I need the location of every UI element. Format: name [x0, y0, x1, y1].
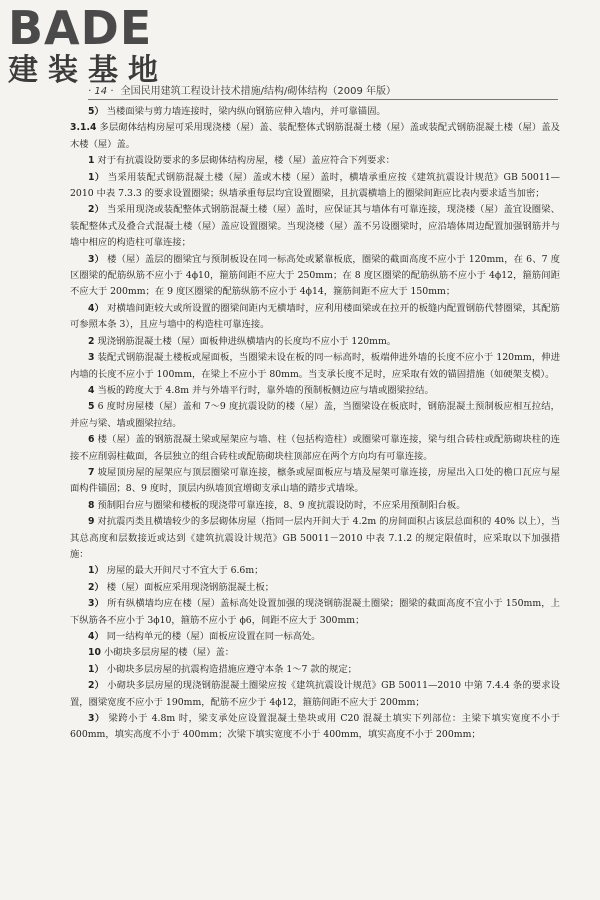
paragraph-number: 5）: [88, 106, 104, 117]
paragraph-number: 4: [88, 384, 95, 396]
paragraph: [70, 662, 560, 678]
paragraph-number: 4）: [88, 302, 105, 314]
paragraph-number: 3）: [88, 713, 105, 725]
paragraph-text: 所有纵横墙均应在楼（屋）盖标高处设置加强的现浇钢筋混凝土圈梁；圈梁的截面高度不宜小于 150mm，上下纵筋各不应小于 3ϕ10，箍筋不应小于 ϕ6，间距不应大于 300mm；: [70, 598, 560, 626]
paragraph-text: 同一结构单元的楼（屋）面板应设置在同一标高处。: [106, 631, 321, 642]
paragraph: [70, 514, 560, 563]
paragraph: [70, 334, 560, 350]
paragraph-number: 4）: [88, 631, 104, 642]
paragraph: [70, 678, 560, 711]
paragraph: [70, 465, 560, 498]
paragraph-number: 9: [88, 516, 95, 528]
paragraph-text: 当采用现浇或装配整体式钢筋混凝土楼（屋）盖时，应保证其与墙体有可靠连接，现浇楼（屋）盖宜设圈梁、装配整体式及叠合式混凝土楼（屋）盖应设置圈梁。当现浇楼（屋）盖不另设圈梁时，应沿墙体周边配置加强钢筋并与墙中相应的构造柱可靠连接；: [70, 204, 560, 249]
paragraph: [70, 350, 560, 383]
paragraph-text: 6 度时房屋楼（屋）盖和 7～9 度抗震设防的楼（屋）盖，当圈梁设在板底时，钢筋混凝土预制板应相互拉结，并应与梁、墙或圈梁拉结。: [70, 401, 560, 429]
paragraph-text: 装配式钢筋混凝土楼板或屋面板，当圈梁未设在板的同一标高时，板端伸进外墙的长度不应小于 120mm，伸进内墙的长度不应小于 100mm，在梁上不应小于 80mm。当支承长度不足时，应采取有效的锚固措施（如硬架支模）。: [70, 352, 560, 380]
paragraph-number: 1: [88, 155, 95, 167]
paragraph-number: 3）: [88, 253, 105, 265]
paragraph-text: 小砌块多层房屋的现浇钢筋混凝土圈梁应按《建筑抗震设计规范》GB 50011—2010 中第 7.4.4 条的要求设置，圈梁宽度不应小于 190mm，配筋不应少于 4ϕ12，箍筋间距不应大于 200mm；: [70, 680, 560, 708]
paragraph-text: 梁跨小于 4.8m 时，梁支承处应设置混凝土垫块或用 C20 混凝土填实下列部位：主梁下填实宽度不小于 600mm，填实高度不小于 400mm；次梁下填实宽度不小于 400mm，填实高度不小于 200mm；: [70, 713, 560, 741]
paragraph-text: 对横墙间距较大或所设置的圈梁间距内无横墙时，应利用楼面梁或在拉开的板缝内配置钢筋代替圈梁，其配筋可参照本条 3），且应与墙中的构造柱可靠连接。: [70, 302, 560, 331]
paragraph: [70, 399, 560, 432]
paragraph-number: 1）: [88, 663, 104, 675]
body-text: [70, 104, 560, 744]
paragraph-number: 2）: [88, 204, 105, 216]
paragraph: [70, 120, 560, 153]
paragraph-number: 3.1.4: [70, 122, 97, 134]
paragraph-number: 10: [88, 647, 101, 659]
paragraph: [70, 596, 560, 629]
paragraph-number: 6: [88, 434, 95, 446]
paragraph: [70, 580, 560, 596]
paragraph-text: 多层砌体结构房屋可采用现浇楼（屋）盖、装配整体式钢筋混凝土楼（屋）盖或装配式钢筋混凝土楼（屋）盖及木楼（屋）盖。: [70, 122, 560, 150]
paragraph-text: 对抗震丙类且横墙较少的多层砌体房屋（指同一层内开间大于 4.2m 的房间面积占该层总面积的 40% 以上），当其总高度和层数接近或达到《建筑抗震设计规范》GB 50011－2010 中表 7.1.2 的规定限值时，应采取以下加强措施：: [70, 516, 560, 560]
paragraph-number: 8: [88, 499, 95, 511]
paragraph-text: 现浇钢筋混凝土楼（屋）面板伸进纵横墙内的长度均不应小于 120mm。: [97, 335, 397, 347]
logo-wordmark: BADE: [8, 1, 153, 55]
paragraph-text: 对于有抗震设防要求的多层砌体结构房屋，楼（屋）盖应符合下列要求：: [97, 155, 395, 167]
paragraph-number: 2）: [88, 581, 104, 593]
paragraph-text: 楼（屋）盖的钢筋混凝土梁或屋架应与墙、柱（包括构造柱）或圈梁可靠连接，梁与组合砖柱或配筋砌块柱的连接不应削弱柱截面，各层独立的组合砖柱或配筋砌块柱顶部应在两个方向均有可靠连接。: [70, 434, 560, 462]
paragraph: [70, 383, 560, 399]
paragraph: [70, 563, 560, 579]
paragraph-text: 坡屋顶房屋的屋架应与顶层圈梁可靠连接，檩条或屋面板应与墙及屋架可靠连接，房屋出入口处的檐口瓦应与屋面构件锚固；8、9 度时，顶层内纵墙顶宜增砌支承山墙的踏步式墙垛。: [70, 466, 560, 495]
paragraph: [70, 104, 560, 120]
logo-subtitle: 建装基地: [8, 53, 168, 88]
paragraph-number: 1）: [88, 565, 104, 577]
paragraph-text: 当板的跨度大于 4.8m 并与外墙平行时，靠外墙的预制板侧边应与墙或圈梁拉结。: [97, 384, 434, 396]
logo: [8, 1, 188, 88]
paragraph: [70, 202, 560, 251]
paragraph: [70, 153, 560, 169]
running-title: 全国民用建筑工程设计技术措施/结构/砌体结构（2009 年版）: [120, 86, 397, 97]
paragraph-number: 5: [88, 401, 95, 413]
paragraph-text: 预制阳台应与圈梁和楼板的现浇带可靠连接，8、9 度抗震设防时，不应采用预制阳台板。: [97, 499, 466, 511]
paragraph: [70, 711, 560, 744]
paragraph-text: 小砌块多层房屋的抗震构造措施应遵守本条 1～7 款的规定；: [106, 663, 357, 675]
paragraph: [70, 252, 560, 301]
paragraph: [70, 301, 560, 334]
paragraph-text: 小砌块多层房屋的楼（屋）盖：: [103, 647, 235, 659]
paragraph-text: 楼（屋）盖层的圈梁宜与预制板设在同一标高处或紧靠板底，圈梁的截面高度不应小于 120mm，在 6、7 度区圈梁的配筋纵筋不应小于 4ϕ10，箍筋间距不应大于 250mm；在 8 度区圈梁的配筋纵筋不应小于 4ϕ12，箍筋间距不应大于 200mm；在 9 度区圈梁的配筋纵筋不应小于 4ϕ14，箍筋间距不应大于 150mm；: [70, 253, 560, 298]
paragraph-text: 当楼面梁与剪力墙连接时，梁内纵向钢筋应伸入墙内，并可靠锚固。: [106, 106, 386, 117]
paragraph-text: 房屋的最大开间尺寸不宜大于 6.6m；: [106, 565, 264, 577]
page-number: · 14 ·: [88, 86, 114, 97]
running-header: [88, 82, 558, 100]
paragraph-number: 2: [88, 335, 95, 347]
paragraph-text: 当采用装配式钢筋混凝土楼（屋）盖或木楼（屋）盖时，横墙承重应按《建筑抗震设计规范》GB 50011—2010 中表 7.3.3 的要求设置圈梁；纵墙承重每层均宜设置圈梁，且抗震横墙上的圈梁间距应比表内要求适当加密；: [70, 171, 560, 200]
paragraph: [70, 432, 560, 465]
paragraph-number: 3: [88, 352, 95, 364]
paragraph: [70, 629, 560, 645]
paragraph: [70, 645, 560, 661]
paragraph: [70, 498, 560, 514]
paragraph-number: 1）: [88, 171, 105, 183]
paragraph-number: 3）: [88, 598, 105, 610]
paragraph-number: 7: [88, 466, 95, 478]
paragraph: [70, 170, 560, 203]
paragraph-number: 2）: [88, 680, 105, 692]
paragraph-text: 楼（屋）面板应采用现浇钢筋混凝土板；: [106, 581, 275, 593]
